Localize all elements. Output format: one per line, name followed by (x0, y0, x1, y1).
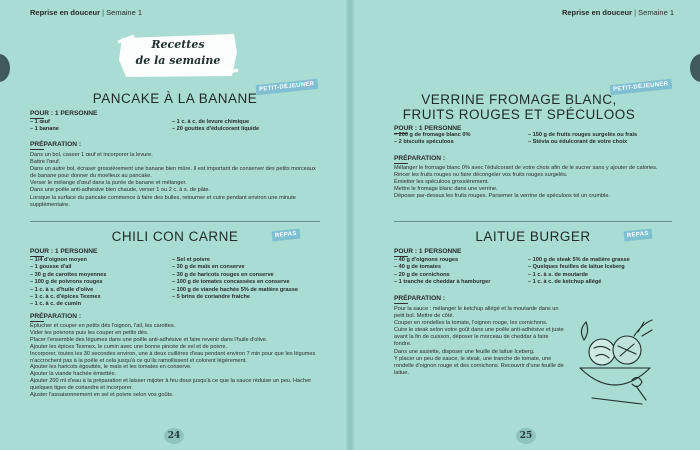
ingredient: – 40 g de tomates (394, 264, 441, 271)
page-header-right (562, 8, 674, 17)
page-number-right: 25 (516, 428, 536, 444)
recipe-title: LAITUE BURGER (475, 229, 591, 244)
ingredient: – 20 gouttes d'édulcorant liquide (172, 126, 260, 133)
recipe-title: CHILI CON CARNE (111, 229, 239, 244)
preparation-label (394, 295, 445, 304)
ingredient: – 1 œuf (30, 119, 50, 125)
ingredient: – 40 g d'oignons rouges (394, 257, 459, 263)
prep-step: Ajouter les haricots égouttés, le maïs et les tomates en conserve. (30, 364, 192, 371)
underline (30, 149, 44, 150)
prep-step: Lorsque la surface du pancake commence à faire des bulles, retourner et cuire pendant environ une minute supplémentaire. (30, 194, 296, 208)
salad-bowl-illustration (572, 310, 658, 410)
ingredient: – 1 banane (30, 126, 59, 133)
servings-text: POUR : 1 PERSONNE (30, 110, 98, 117)
servings-text: POUR : 1 PERSONNE (394, 125, 462, 132)
header-separator-left: | (102, 8, 105, 17)
prep-step: Déposer par-dessus les fruits rouges. Parsemer la verrine de spéculoos tel un crumble. (394, 193, 611, 200)
prep-step: Couper en rondelles la tomate, l'oignon rouge, les cornichons. (394, 320, 548, 327)
prep-step: Dans une assiette, disposer une feuille de laitue Iceberg. (394, 348, 535, 355)
servings-label (30, 248, 97, 257)
recipe-title: PANCAKE À LA BANANE (92, 91, 258, 106)
header-section-right: Reprise en douceur (561, 8, 632, 17)
ingredient: – 1 c. à s. d'huile d'olive (30, 286, 94, 293)
page-number-left: 24 (164, 428, 184, 444)
prep-step: Émietter les spéculoos grossièrement. (394, 179, 489, 186)
ingredient: – 1 c. à c. d'épices Texmex (30, 294, 101, 301)
servings-text: POUR : 1 PERSONNE (394, 248, 462, 255)
prep-step: Ajouter les épices Texmex, le cumin avec une bonne pincée de sel et de poivre. (30, 343, 228, 350)
ingredients-right (172, 257, 298, 301)
prep-step: Y placer un peu de sauce, le steak, une tranche de tomate, une rondelle d'oignon rouge et des cornichons. Recouvrir d'une feuille de laitue. (394, 355, 564, 376)
breakfast-tag: PETIT-DÉJEUNER (610, 79, 672, 95)
preparation-label (30, 141, 81, 150)
page-header-left (30, 8, 142, 17)
prep-step: Ajouter la viande hachée émiettée. (30, 371, 117, 378)
underline (394, 303, 408, 304)
ingredient: – Quelques feuilles de laitue Iceberg (528, 264, 625, 271)
ingredient: – 30 g de haricots rouges en conserve (172, 271, 274, 278)
ingredient: – 100 g de tomates concassées en conserve (172, 279, 290, 286)
ingredient: – Sel et poivre (172, 257, 210, 263)
preparation-text: PRÉPARATION : (394, 155, 446, 162)
preparation-text: PRÉPARATION : (394, 295, 446, 302)
servings-label (394, 248, 461, 257)
recipes-of-the-week-stamp (116, 30, 240, 80)
prep-step: Mettre le fromage blanc dans une verrine. (394, 186, 498, 193)
stamp-line-2: de la semaine (135, 54, 221, 67)
ingredients-right (528, 132, 637, 147)
ingredient: – 30 g de carottes moyennes (30, 271, 107, 278)
prep-step: Ajuster l'assaisonnement en sel et poivre selon vos goûts. (30, 392, 174, 399)
ingredient: – 100 g de viande hachée 5% de matière grasse (172, 286, 298, 293)
preparation-steps (30, 152, 320, 209)
section-divider (30, 221, 320, 222)
prep-step: Dans un bol, casser 1 œuf et incorporer la levure. (30, 152, 153, 158)
ingredient: – 1 c. à s. de moutarde (528, 271, 589, 278)
preparation-text: PRÉPARATION : (30, 141, 82, 148)
prep-step: Placer l'ensemble des légumes dans une poêle anti-adhésive et faire revenir dans l'huile d'olive. (30, 336, 268, 343)
section-divider (394, 221, 672, 222)
ingredients-right (528, 257, 630, 287)
prep-step: Mélanger le fromage blanc 0% avec l'édulcorant de votre choix afin de le sucrer sans y ajouter de calories. Rincer les fruits rouges ou faire décongeler vos fruits rouges surgelés. (394, 165, 658, 179)
prep-step: Éplucher et couper en petits dés l'oignon, l'ail, les carottes. (30, 323, 176, 329)
ingredient: – 20 g de cornichons (394, 271, 450, 278)
ingredient: – 1 gousse d'ail (30, 264, 72, 271)
underline (394, 163, 408, 164)
preparation-steps (394, 165, 672, 200)
ingredient: – 200 g de fromage blanc 0% (394, 132, 471, 138)
ingredient: – 30 g de maïs en conserve (172, 264, 245, 271)
ingredient: – 1 c. à c. de levure chimique (172, 119, 250, 125)
preparation-label (30, 313, 81, 322)
underline (30, 321, 44, 322)
prep-step: Battre l'œuf. (30, 159, 61, 166)
prep-step: Pour la sauce : mélanger le ketchup allégé et la moutarde dans un petit bol. Mettre de côté. (394, 306, 559, 320)
ingredient: – 5 brins de coriandre fraiche (172, 294, 251, 301)
title-line: FRUITS ROUGES ET SPÉCULOOS (402, 107, 636, 122)
preparation-label (394, 155, 445, 164)
ingredient: – 150 g de fruits rouges surgelés ou frais (528, 132, 638, 138)
stamp-line-1: Recettes (151, 38, 205, 51)
ingredient: – 2 biscuits spéculoos (394, 139, 454, 146)
ingredient: – Stévia ou édulcorant de votre choix (528, 139, 628, 146)
ingredient: – 1 c. à c. de cumin (30, 301, 81, 308)
preparation-text: PRÉPARATION : (30, 313, 82, 320)
title-line: VERRINE FROMAGE BLANC, (421, 92, 617, 107)
meal-tag: REPAS (272, 229, 301, 242)
preparation-steps (394, 306, 564, 377)
ingredient: – 100 g de poivrons rouges (30, 279, 103, 286)
ingredient: – 1/4 d'oignon moyen (30, 257, 87, 263)
breakfast-tag: PETIT-DÉJEUNER (256, 79, 318, 95)
ingredient: – 1 c. à c. de ketchup allégé (528, 279, 602, 286)
header-section-left: Reprise en douceur (30, 8, 101, 17)
prep-step: Ajouter 200 ml d'eau à la préparation et laisser mijoter à feu doux jusqu'à ce que la sauce réduise un peu. Hacher quelques tiges de coriandre et incorporer. (30, 378, 312, 392)
servings-text: POUR : 1 PERSONNE (30, 248, 98, 255)
header-separator-right: | (634, 8, 637, 17)
prep-step: Dans un autre bol, écraser grossièrement une banane bien mûre. Il est important de conserver des petits morceaux de banane pour donner du moelleux au pancake. (30, 166, 316, 180)
prep-step: Vider les poivrons puis les couper en petits dés. (30, 329, 149, 336)
ingredients-left (30, 119, 59, 134)
header-week-right: Semaine 1 (638, 8, 674, 17)
left-page (0, 0, 348, 450)
prep-step: Incorporer, toutes les 30 secondes environ, une à deux cuillères d'eau pendant environ 7 min pour que les légumes n'accrochent pas à la poêle et cela jusqu'à ce qu'ils ramollissent et colorent légèrement. (30, 350, 316, 364)
ingredients-left (394, 257, 490, 287)
ingredient: – 100 g de steak 5% de matière grasse (528, 257, 630, 263)
preparation-steps (30, 323, 320, 399)
prep-step: Cuire le steak selon votre goût dans une poêle anti-adhésive et juste avant la fin de cuisson, déposer le morceau de cheddar à faire fondre. (394, 327, 564, 348)
ingredients-right (172, 119, 259, 134)
recipe-title (374, 92, 664, 122)
ingredients-left (30, 257, 106, 309)
ingredient: – 1 tranche de cheddar à hamburger (394, 279, 491, 286)
prep-step: Verser le mélange d'œuf dans la purée de banane et mélanger. (30, 180, 187, 187)
meal-tag: REPAS (624, 229, 653, 242)
ingredients-left (394, 132, 470, 147)
header-week-left: Semaine 1 (106, 8, 143, 17)
servings-label (30, 110, 97, 119)
prep-step: Dans une poêle anti-adhésive bien chaude, verser 1 ou 2 c. à s. de pâte. (30, 187, 211, 194)
